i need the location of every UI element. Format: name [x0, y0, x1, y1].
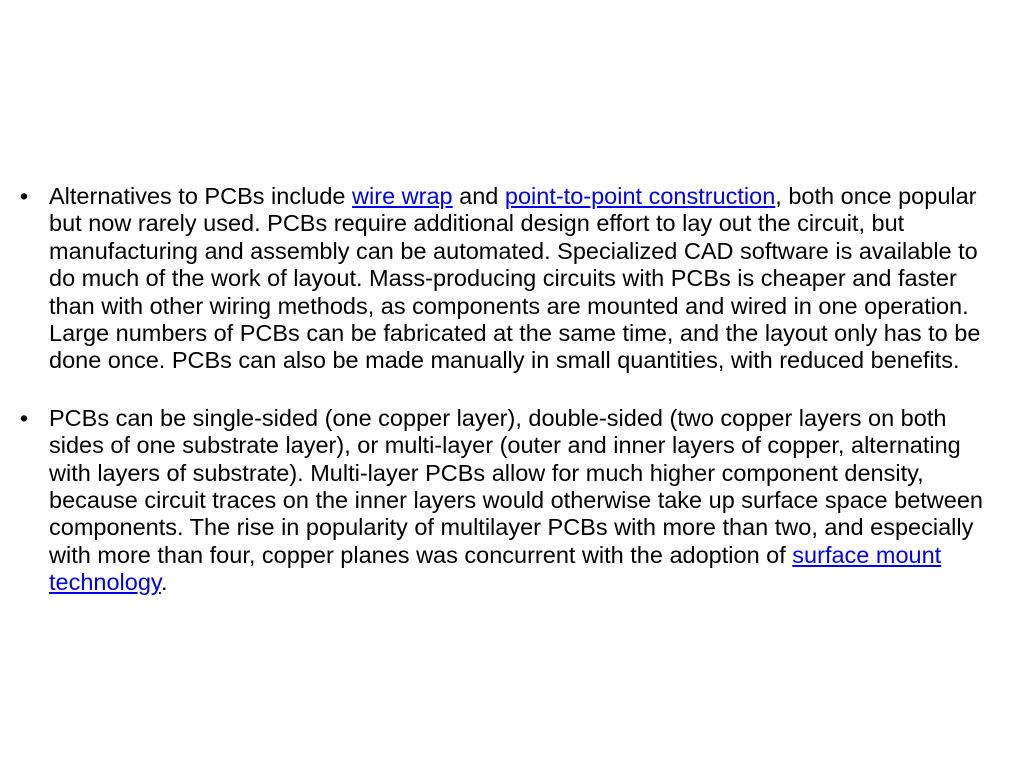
bullet-icon: •	[19, 404, 29, 431]
point-to-point-construction-link[interactable]: point-to-point construction	[504, 183, 776, 209]
bullet-icon: •	[19, 183, 29, 209]
bullet-item-layers	[14, 405, 984, 597]
bullet-item-alternatives	[14, 183, 984, 375]
surface-mount-technology-link[interactable]: surface mount technology	[49, 541, 942, 596]
bullet-list	[14, 183, 984, 597]
bullet-text: PCBs can be single-sided (one copper layer), double-sided (two copper layers on both sides of one substrate layer), or multi-layer (outer and inner layers of copper, alternating with layers of substrate). Multi-layer PCBs allow for much higher component density, because circuit traces on the inner layers would otherwise take up surface space between components. The rise in popularity of multilayer PCBs with more than two, and especially with more than four, copper planes was concurrent with the adoption of	[49, 404, 983, 568]
bullet-text: .	[160, 569, 168, 596]
wire-wrap-link[interactable]: wire wrap	[352, 183, 453, 209]
bullet-text: and	[452, 183, 505, 209]
bullet-text: Alternatives to PCBs include	[49, 183, 353, 209]
bullet-text: , both once popular but now rarely used. PCBs require additional design effort to lay out the circuit, but manufacturing and assembly can be automated. Specialized CAD software is available to do much of the work of layout. Mass-producing circuits with PCBs is cheaper and faster than with other wiring methods, as components are mounted and wired in one operation. Large numbers of PCBs can be fabricated at the same time, and the layout only has to be done once. PCBs can also be made manually in small quantities, with reduced benefits.	[49, 183, 981, 374]
